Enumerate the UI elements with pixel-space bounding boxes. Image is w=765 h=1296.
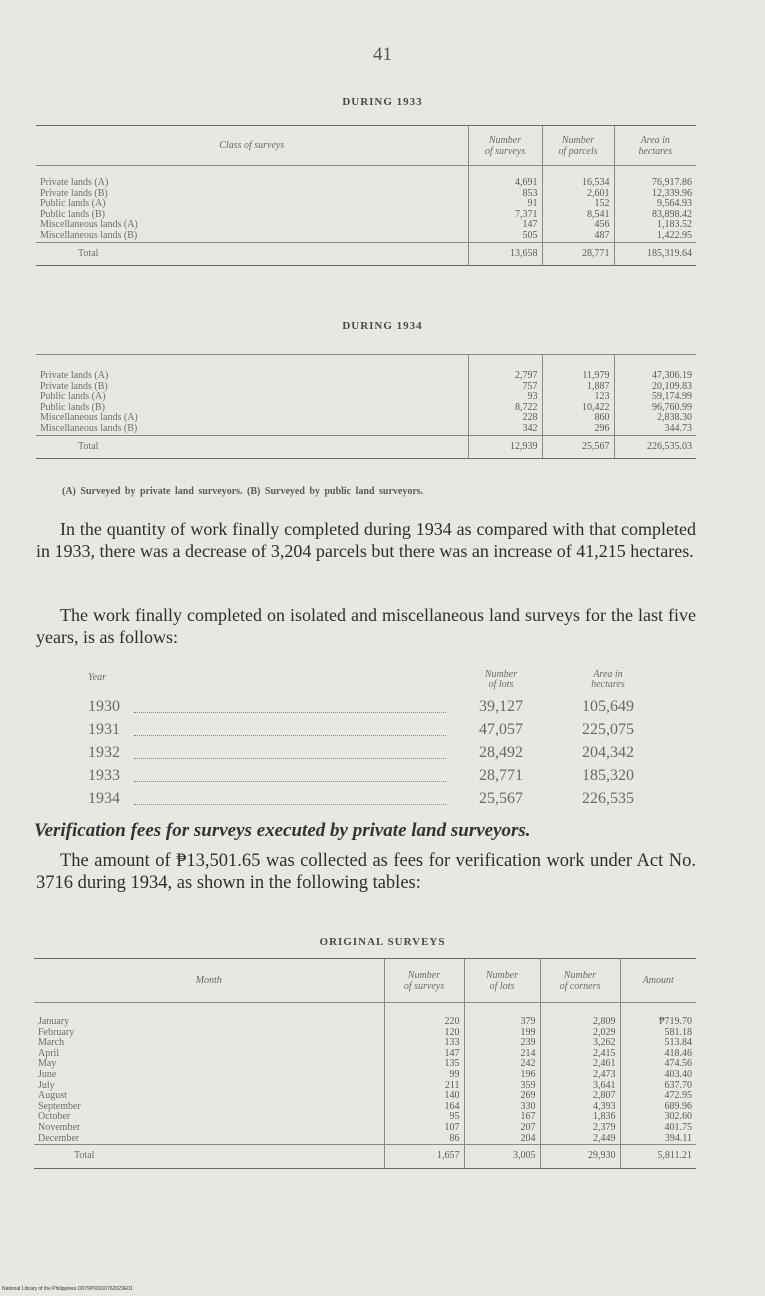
table-1934 xyxy=(36,354,696,459)
row-label: Private lands (B) xyxy=(40,380,108,392)
table-row xyxy=(36,166,696,189)
month-label: February xyxy=(38,1026,75,1038)
cell-parcels: 152 xyxy=(542,199,614,210)
leader-dots xyxy=(134,773,446,782)
cell-amount: ₱719.70 xyxy=(620,1003,696,1028)
row-label: Private lands (A) xyxy=(36,166,468,189)
total-row xyxy=(36,242,696,266)
row-label: Private lands (A) xyxy=(36,355,468,382)
row-label: Miscellaneous lands (B) xyxy=(40,422,138,434)
header-amount: Amount xyxy=(620,959,696,1003)
area-value: 225,075 xyxy=(582,721,634,738)
month-label: June xyxy=(38,1068,57,1080)
cell-parcels: 487 xyxy=(542,231,614,242)
cell-surveys: 211 xyxy=(384,1081,464,1092)
cell-surveys: 220 xyxy=(384,1003,464,1028)
cell-area: 47,306.19 xyxy=(614,355,696,382)
area-value: 185,320 xyxy=(582,767,634,784)
section-heading: Verification fees for surveys executed by private land surveyors. xyxy=(34,820,531,841)
table-1933-title: DURING 1933 xyxy=(342,96,423,108)
row-label: Public lands (A) xyxy=(40,391,106,403)
total-label: Total xyxy=(36,242,468,266)
cell-lots: 242 xyxy=(464,1059,540,1070)
watermark: National Library of the Philippines D079P00010762023E01 xyxy=(2,1286,133,1292)
row-label: Miscellaneous lands (A) xyxy=(40,219,138,231)
row-label: Public lands (A) xyxy=(40,198,106,210)
cell-lots: 379 xyxy=(464,1003,540,1028)
month-label: September xyxy=(38,1100,81,1112)
cell-corners: 2,807 xyxy=(540,1091,620,1102)
cell-surveys: 4,691 xyxy=(468,166,542,189)
header-lots: Number of lots xyxy=(464,959,540,1003)
header-area: Area in hectares xyxy=(591,669,625,690)
table-row xyxy=(34,1070,696,1081)
cell-parcels: 860 xyxy=(542,413,614,424)
original-surveys-title: ORIGINAL SURVEYS xyxy=(319,936,446,948)
table-1934-title: DURING 1934 xyxy=(342,320,423,332)
lots-value: 25,567 xyxy=(479,790,523,807)
cell-corners: 3,641 xyxy=(540,1081,620,1092)
cell-area: 96,760.99 xyxy=(614,403,696,414)
total-surveys: 13,658 xyxy=(468,242,542,266)
cell-surveys: 2,797 xyxy=(468,355,542,382)
table-1933 xyxy=(36,125,696,266)
leader-dots xyxy=(134,704,446,713)
cell-surveys: 107 xyxy=(384,1123,464,1134)
lots-value: 47,057 xyxy=(479,721,523,738)
header-corners: Number of corners xyxy=(540,959,620,1003)
cell-corners: 3,262 xyxy=(540,1038,620,1049)
paragraph-verification: The amount of ₱13,501.65 was collected as fees for verification work under Act No. 3716 during 1934, as shown in the following tables: xyxy=(36,851,696,893)
month-label: November xyxy=(38,1121,81,1133)
cell-lots: 359 xyxy=(464,1081,540,1092)
cell-corners: 1,836 xyxy=(540,1112,620,1123)
cell-parcels: 10,422 xyxy=(542,403,614,414)
paragraph-comparison: In the quantity of work finally completed during 1934 as compared with that completed in 1933, there was a decrease of 3,204 parcels but there was an increase of 41,215 hectares. xyxy=(36,519,696,561)
total-parcels: 25,567 xyxy=(542,435,614,459)
five-year-header xyxy=(88,670,678,698)
cell-surveys: 853 xyxy=(468,189,542,200)
cell-parcels: 16,534 xyxy=(542,166,614,189)
month-label: August xyxy=(38,1090,67,1102)
total-label: Total xyxy=(36,435,468,459)
footnote: (A) Surveyed by private land surveyors. (B) Surveyed by public land surveyors. xyxy=(62,486,424,497)
cell-amount: 637.70 xyxy=(620,1081,696,1092)
list-item xyxy=(88,698,678,721)
cell-parcels: 1,887 xyxy=(542,382,614,393)
cell-surveys: 147 xyxy=(384,1049,464,1060)
total-amount: 5,811.21 xyxy=(620,1145,696,1169)
cell-lots: 239 xyxy=(464,1038,540,1049)
header-surveys: Number of surveys xyxy=(384,959,464,1003)
cell-surveys: 135 xyxy=(384,1059,464,1070)
row-label: Private lands (B) xyxy=(40,187,108,199)
cell-surveys: 342 xyxy=(468,424,542,435)
cell-surveys: 120 xyxy=(384,1028,464,1039)
table-row xyxy=(34,1123,696,1134)
year: 1931 xyxy=(88,721,120,738)
cell-lots: 330 xyxy=(464,1102,540,1113)
table-row xyxy=(36,424,696,435)
original-surveys-table xyxy=(34,958,696,1169)
total-surveys: 1,657 xyxy=(384,1145,464,1169)
cell-surveys: 8,722 xyxy=(468,403,542,414)
cell-amount: 302.60 xyxy=(620,1112,696,1123)
cell-surveys: 505 xyxy=(468,231,542,242)
row-label: Public lands (B) xyxy=(40,208,105,220)
cell-lots: 204 xyxy=(464,1134,540,1145)
cell-surveys: 95 xyxy=(384,1112,464,1123)
cell-area: 59,174.99 xyxy=(614,392,696,403)
cell-surveys: 91 xyxy=(468,199,542,210)
cell-surveys: 86 xyxy=(384,1134,464,1145)
header-parcels: Number of parcels xyxy=(542,126,614,166)
cell-parcels: 123 xyxy=(542,392,614,403)
total-corners: 29,930 xyxy=(540,1145,620,1169)
cell-corners: 4,393 xyxy=(540,1102,620,1113)
cell-amount: 401.75 xyxy=(620,1123,696,1134)
cell-amount: 513.84 xyxy=(620,1038,696,1049)
cell-parcels: 8,541 xyxy=(542,210,614,221)
leader-dots xyxy=(134,727,446,736)
month-label: January xyxy=(34,1003,384,1028)
total-parcels: 28,771 xyxy=(542,242,614,266)
total-row xyxy=(34,1145,696,1169)
cell-corners: 2,809 xyxy=(540,1003,620,1028)
cell-lots: 196 xyxy=(464,1070,540,1081)
page-number: 41 xyxy=(373,44,392,65)
cell-corners: 2,449 xyxy=(540,1134,620,1145)
cell-surveys: 147 xyxy=(468,220,542,231)
cell-amount: 394.11 xyxy=(620,1134,696,1145)
total-lots: 3,005 xyxy=(464,1145,540,1169)
table-row xyxy=(36,355,696,382)
cell-area: 1,183.52 xyxy=(614,220,696,231)
cell-surveys: 164 xyxy=(384,1102,464,1113)
cell-area: 2,838.30 xyxy=(614,413,696,424)
header-area: Area in hectares xyxy=(614,126,696,166)
list-item xyxy=(88,790,678,813)
cell-amount: 418.46 xyxy=(620,1049,696,1060)
cell-corners: 2,379 xyxy=(540,1123,620,1134)
year: 1932 xyxy=(88,744,120,761)
total-row xyxy=(36,435,696,459)
cell-parcels: 2,601 xyxy=(542,189,614,200)
table-row xyxy=(34,1134,696,1145)
lots-value: 28,771 xyxy=(479,767,523,784)
header-class: Class of surveys xyxy=(36,126,468,166)
total-area: 226,535.03 xyxy=(614,435,696,459)
total-surveys: 12,939 xyxy=(468,435,542,459)
cell-area: 9,564.93 xyxy=(614,199,696,210)
cell-area: 12,339.96 xyxy=(614,189,696,200)
cell-parcels: 11,979 xyxy=(542,355,614,382)
leader-dots xyxy=(134,796,446,805)
cell-area: 20,109.83 xyxy=(614,382,696,393)
lots-value: 28,492 xyxy=(479,744,523,761)
header-lots: Number of lots xyxy=(484,669,518,690)
lots-value: 39,127 xyxy=(479,698,523,715)
cell-surveys: 133 xyxy=(384,1038,464,1049)
cell-parcels: 296 xyxy=(542,424,614,435)
month-label: March xyxy=(38,1037,65,1049)
year: 1933 xyxy=(88,767,120,784)
area-value: 204,342 xyxy=(582,744,634,761)
month-label: April xyxy=(38,1047,60,1059)
header-month: Month xyxy=(34,959,384,1003)
cell-surveys: 140 xyxy=(384,1091,464,1102)
row-label: Miscellaneous lands (B) xyxy=(40,229,138,241)
table-row xyxy=(36,231,696,242)
list-item xyxy=(88,744,678,767)
cell-amount: 403.40 xyxy=(620,1070,696,1081)
row-label: Miscellaneous lands (A) xyxy=(40,412,138,424)
area-value: 226,535 xyxy=(582,790,634,807)
cell-surveys: 99 xyxy=(384,1070,464,1081)
cell-area: 83,898.42 xyxy=(614,210,696,221)
cell-lots: 207 xyxy=(464,1123,540,1134)
cell-lots: 214 xyxy=(464,1049,540,1060)
cell-surveys: 757 xyxy=(468,382,542,393)
cell-amount: 472.95 xyxy=(620,1091,696,1102)
leader-dots xyxy=(134,750,446,759)
month-label: July xyxy=(38,1079,55,1091)
year: 1934 xyxy=(88,790,120,807)
cell-amount: 689.96 xyxy=(620,1102,696,1113)
header-surveys: Number of surveys xyxy=(468,126,542,166)
month-label: December xyxy=(38,1132,80,1144)
cell-corners: 2,415 xyxy=(540,1049,620,1060)
cell-area: 76,917.86 xyxy=(614,166,696,189)
cell-surveys: 7,371 xyxy=(468,210,542,221)
month-label: October xyxy=(38,1111,71,1123)
list-item xyxy=(88,767,678,790)
cell-area: 344.73 xyxy=(614,424,696,435)
month-label: May xyxy=(38,1058,57,1070)
table-row xyxy=(34,1003,696,1028)
row-label: Public lands (B) xyxy=(40,401,105,413)
total-area: 185,319.64 xyxy=(614,242,696,266)
cell-amount: 581.18 xyxy=(620,1028,696,1039)
year: 1930 xyxy=(88,698,120,715)
cell-area: 1,422.95 xyxy=(614,231,696,242)
cell-lots: 199 xyxy=(464,1028,540,1039)
cell-corners: 2,461 xyxy=(540,1059,620,1070)
cell-surveys: 93 xyxy=(468,392,542,403)
cell-parcels: 456 xyxy=(542,220,614,231)
cell-corners: 2,029 xyxy=(540,1028,620,1039)
cell-corners: 2,473 xyxy=(540,1070,620,1081)
cell-surveys: 228 xyxy=(468,413,542,424)
cell-lots: 167 xyxy=(464,1112,540,1123)
header-year: Year xyxy=(88,672,106,683)
cell-amount: 474.56 xyxy=(620,1059,696,1070)
total-label: Total xyxy=(34,1145,384,1169)
list-item xyxy=(88,721,678,744)
paragraph-five-years: The work finally completed on isolated and miscellaneous land surveys for the last five years, is as follows: xyxy=(36,605,696,647)
area-value: 105,649 xyxy=(582,698,634,715)
cell-lots: 269 xyxy=(464,1091,540,1102)
five-year-list xyxy=(88,670,678,813)
